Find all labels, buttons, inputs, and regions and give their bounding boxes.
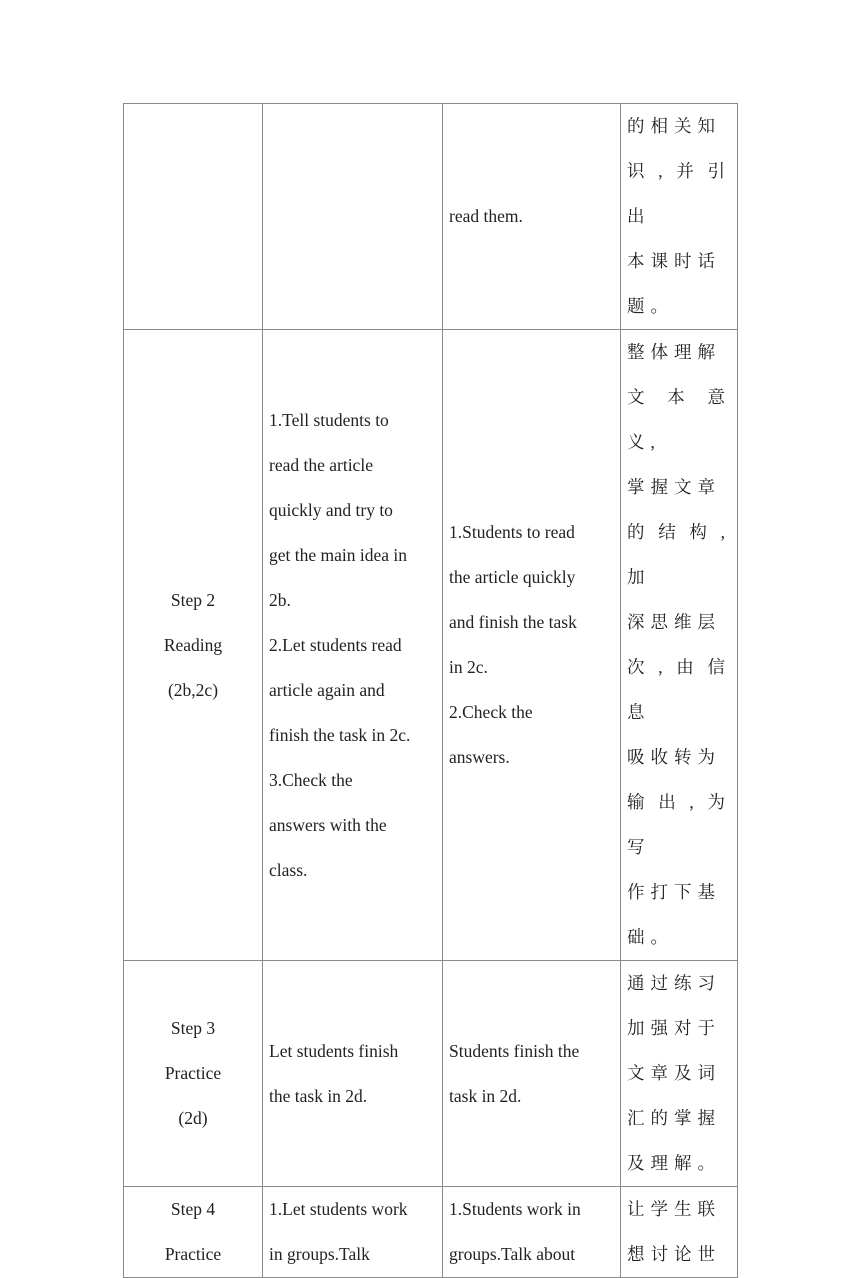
step-label: (2b,2c) xyxy=(167,679,219,700)
text-line: 题。 xyxy=(627,296,674,316)
text-line: 1.Tell students to xyxy=(269,409,389,430)
text-line: and finish the task xyxy=(449,612,577,632)
text-line: 汇的掌握 xyxy=(627,1108,721,1128)
text-line: 想讨论世 xyxy=(627,1244,721,1264)
text-line: in groups.Talk xyxy=(269,1244,370,1264)
text-line: Students finish the xyxy=(449,1040,580,1061)
step-label: Step 3 xyxy=(170,1018,216,1038)
text-line: 整体理解 xyxy=(627,342,721,362)
text-line: the task in 2d. xyxy=(269,1085,368,1106)
step-label: (2d) xyxy=(178,1108,208,1128)
purpose-cell xyxy=(621,1187,738,1278)
step-label: Practice xyxy=(164,1244,222,1264)
text-line: 深思维层 xyxy=(627,612,721,632)
text-line: Let students finish xyxy=(269,1040,399,1061)
text-line: 让学生联 xyxy=(627,1199,721,1219)
purpose-cell xyxy=(621,330,738,961)
step-label: Reading xyxy=(163,634,223,655)
text-line: 2.Check the xyxy=(449,702,533,722)
text-line: in 2c. xyxy=(449,657,488,677)
purpose-cell xyxy=(621,961,738,1187)
text-line: class. xyxy=(269,859,308,880)
text-line: 2.Let students read xyxy=(269,634,402,655)
text-line: 及理解。 xyxy=(627,1153,721,1173)
text-line: quickly and try to xyxy=(269,499,393,520)
step-cell xyxy=(124,961,263,1187)
table-row xyxy=(124,330,738,961)
table-row xyxy=(124,961,738,1187)
step-cell xyxy=(124,1187,263,1278)
text-line: 吸收转为 xyxy=(627,747,721,767)
text-line: 加强对于 xyxy=(627,1018,721,1038)
text-line: 掌握文章 xyxy=(627,477,721,497)
text-line: 通过练习 xyxy=(627,973,721,993)
student-activity-cell xyxy=(443,1187,621,1278)
table-row xyxy=(124,1187,738,1278)
text-line: 本课时话 xyxy=(627,251,721,271)
text-line: finish the task in 2c. xyxy=(269,724,411,745)
text-line: 次,由信息 xyxy=(627,657,731,722)
text-line: 输出,为写 xyxy=(627,792,731,857)
lesson-plan-table xyxy=(123,103,738,1278)
text-line: the article quickly xyxy=(449,567,576,587)
text-line: 2b. xyxy=(269,589,291,610)
text-line: 文章及词 xyxy=(627,1063,721,1083)
text-line: answers. xyxy=(449,747,510,767)
student-activity-cell xyxy=(443,330,621,961)
teacher-activity-cell xyxy=(263,961,443,1187)
text-line: 的相关知 xyxy=(627,116,721,136)
text-line: get the main idea in xyxy=(269,544,408,565)
text-line: task in 2d. xyxy=(449,1085,522,1106)
step-cell xyxy=(124,330,263,961)
text-line: 作打下基 xyxy=(627,882,721,902)
text-line: 的结构,加 xyxy=(627,522,731,587)
text-line: 1.Let students work xyxy=(269,1199,408,1219)
text-line: article again and xyxy=(269,679,385,700)
step-cell xyxy=(124,104,263,330)
student-activity-cell xyxy=(443,104,621,330)
text-line: 3.Check the xyxy=(269,769,353,790)
text-line: 1.Students work in xyxy=(449,1199,581,1219)
text-line: 文本意义, xyxy=(627,387,731,452)
text-line: groups.Talk about xyxy=(449,1244,576,1264)
teacher-activity-cell xyxy=(263,104,443,330)
text-line: read the article xyxy=(269,454,373,475)
step-label: Step 2 xyxy=(170,589,216,610)
student-activity-cell xyxy=(443,961,621,1187)
step-label: Step 4 xyxy=(170,1199,216,1219)
teacher-activity-cell xyxy=(263,1187,443,1278)
text-line: 识,并引出 xyxy=(627,161,731,226)
text-line: answers with the xyxy=(269,814,387,835)
teacher-activity-cell xyxy=(263,330,443,961)
text-line: 础。 xyxy=(627,927,674,947)
step-label: Practice xyxy=(164,1063,222,1083)
text-line: 1.Students to read xyxy=(449,522,575,542)
text-line: read them. xyxy=(449,206,523,226)
table-row xyxy=(124,104,738,330)
purpose-cell xyxy=(621,104,738,330)
